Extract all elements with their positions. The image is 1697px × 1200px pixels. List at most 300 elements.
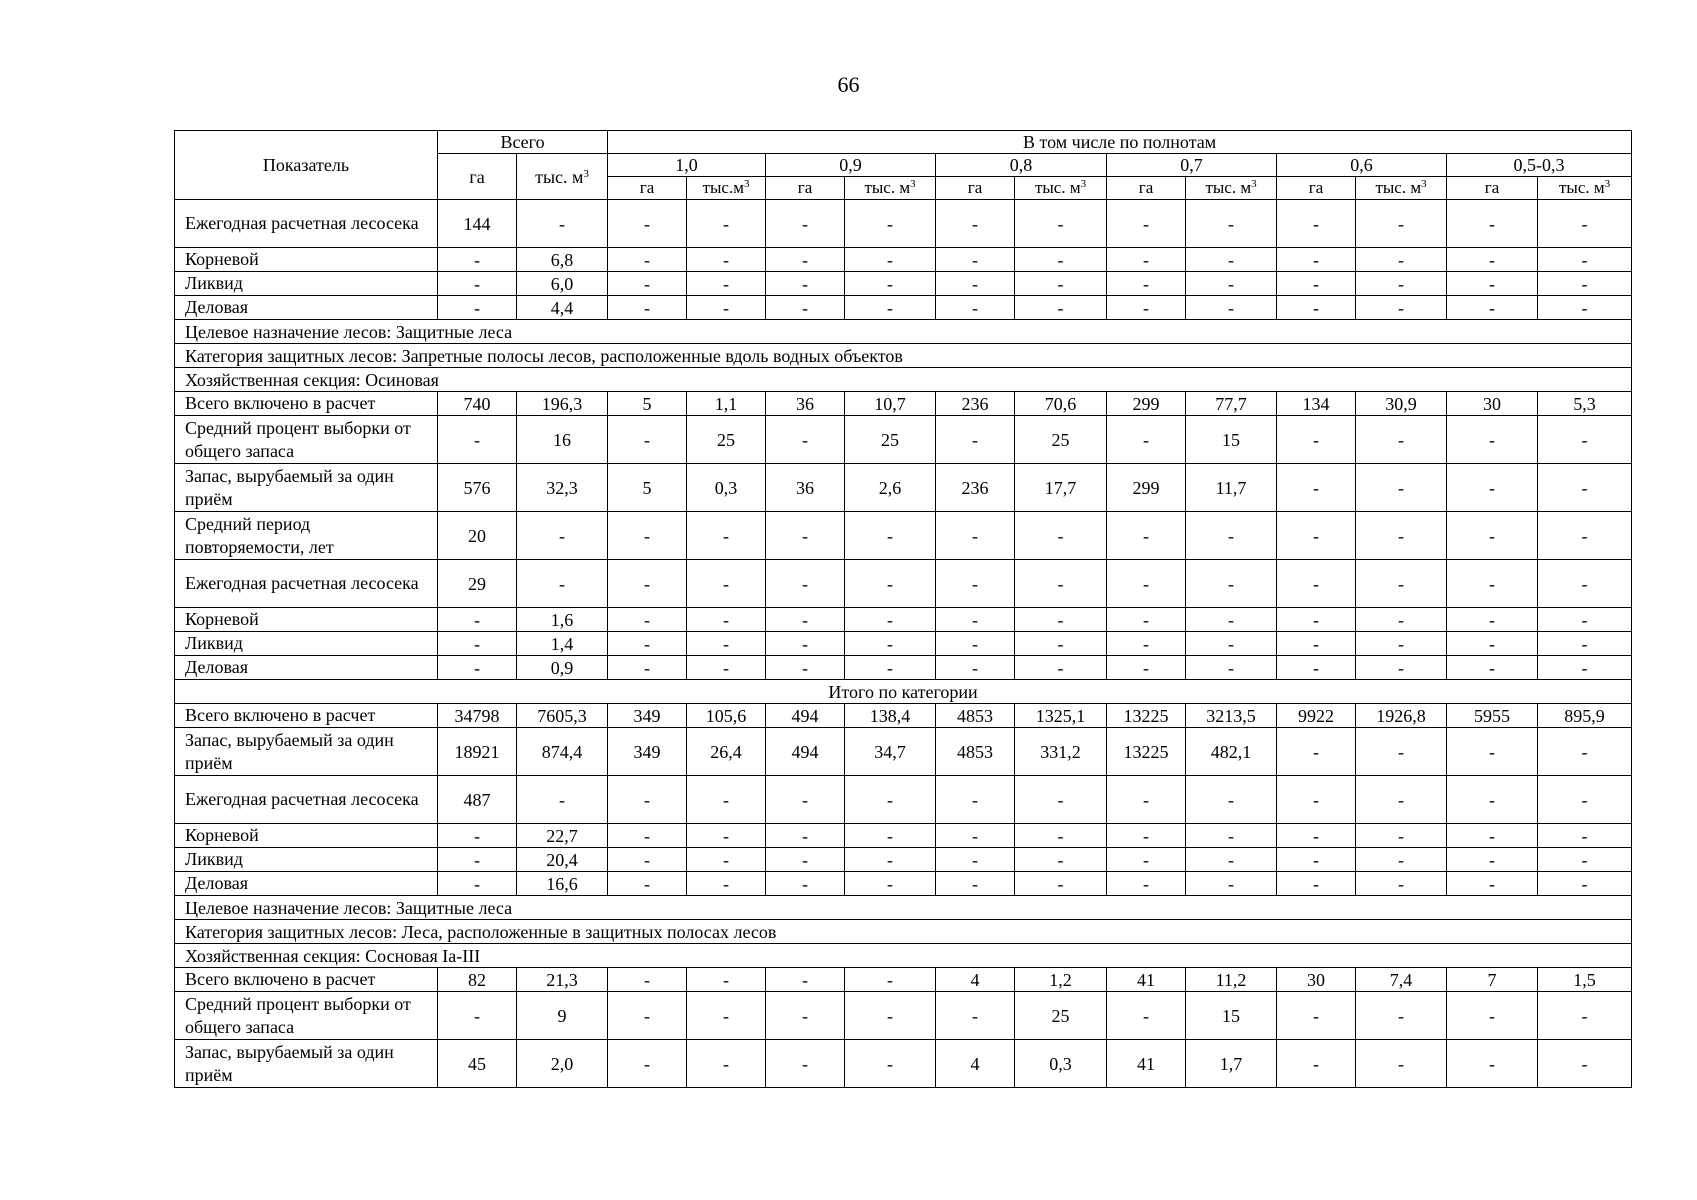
cell-value: 4853 [936, 728, 1015, 776]
cell-value: - [1015, 512, 1107, 560]
cell-value: - [1277, 512, 1356, 560]
cell-value: 41 [1107, 1040, 1186, 1088]
cell-value: - [687, 992, 766, 1040]
cell-value: - [1277, 728, 1356, 776]
cell-value: - [1186, 872, 1277, 896]
section-row [175, 344, 1632, 368]
cell-value: - [687, 1040, 766, 1088]
cell-value: - [1186, 272, 1277, 296]
cell-value: 13225 [1107, 704, 1186, 728]
cell-value: - [687, 608, 766, 632]
cell-value: - [608, 416, 687, 464]
cell-value: 482,1 [1186, 728, 1277, 776]
cell-value: - [845, 608, 936, 632]
row-label: Запас, вырубаемый за один приём [175, 464, 438, 512]
cell-value: - [936, 560, 1015, 608]
row-label: Ежегодная расчетная лесосека [175, 560, 438, 608]
cell-value: - [1356, 1040, 1447, 1088]
cell-value: - [1356, 728, 1447, 776]
cell-value: - [845, 776, 936, 824]
cell-value: - [1107, 872, 1186, 896]
header-density: 0,9 [766, 154, 936, 177]
cell-value: - [766, 872, 845, 896]
cell-value: 1,5 [1538, 968, 1632, 992]
table-row [175, 968, 1632, 992]
cell-value: 494 [766, 704, 845, 728]
cell-value: - [687, 968, 766, 992]
cell-value: - [766, 416, 845, 464]
cell-value: - [608, 248, 687, 272]
cell-value: - [1186, 776, 1277, 824]
cell-value: - [766, 512, 845, 560]
row-label: Ежегодная расчетная лесосека [175, 200, 438, 248]
cell-value: 13225 [1107, 728, 1186, 776]
cell-value: - [1356, 272, 1447, 296]
cell-value: - [1015, 872, 1107, 896]
section-row [175, 368, 1632, 392]
table-row [175, 848, 1632, 872]
cell-value: - [608, 824, 687, 848]
cell-value: - [1447, 608, 1538, 632]
cell-value: - [1015, 632, 1107, 656]
cell-value: - [687, 560, 766, 608]
cell-value: - [1015, 296, 1107, 320]
cell-value: - [1186, 608, 1277, 632]
cell-value: 196,3 [517, 392, 608, 416]
cell-value: - [936, 824, 1015, 848]
cell-value: - [936, 656, 1015, 680]
cell-value: - [1015, 656, 1107, 680]
cell-value: - [1277, 200, 1356, 248]
cell-value: - [608, 776, 687, 824]
cell-value: - [1447, 632, 1538, 656]
cell-value: - [608, 200, 687, 248]
cell-value: - [1107, 560, 1186, 608]
section-row [175, 896, 1632, 920]
cell-value: 20 [438, 512, 517, 560]
cell-value: - [766, 200, 845, 248]
cell-value: - [766, 560, 845, 608]
table-row [175, 512, 1632, 560]
cell-value: - [517, 560, 608, 608]
cell-value: 18921 [438, 728, 517, 776]
cell-value: 0,3 [1015, 1040, 1107, 1088]
cell-value: - [1538, 848, 1632, 872]
cell-value: - [936, 992, 1015, 1040]
cell-value: - [1186, 824, 1277, 848]
row-label: Корневой [175, 248, 438, 272]
row-label: Запас, вырубаемый за один приём [175, 728, 438, 776]
cell-value: - [1186, 656, 1277, 680]
cell-value: 16,6 [517, 872, 608, 896]
cell-value: - [766, 776, 845, 824]
header-density: 0,5-0,3 [1447, 154, 1632, 177]
cell-value: - [1277, 824, 1356, 848]
cell-value: 494 [766, 728, 845, 776]
table-row [175, 872, 1632, 896]
cell-value: - [438, 872, 517, 896]
cell-value: - [1538, 560, 1632, 608]
cell-value: - [438, 632, 517, 656]
cell-value: - [1277, 608, 1356, 632]
cell-value: - [1107, 608, 1186, 632]
cell-value: - [1015, 824, 1107, 848]
cell-value: 5955 [1447, 704, 1538, 728]
cell-value: - [1447, 872, 1538, 896]
cell-value: 1325,1 [1015, 704, 1107, 728]
cell-value: - [1538, 872, 1632, 896]
cell-value: - [687, 296, 766, 320]
cell-value: - [1107, 296, 1186, 320]
cell-value: - [936, 848, 1015, 872]
page-number: 66 [837, 72, 860, 97]
cell-value: - [1356, 560, 1447, 608]
cell-value: - [1538, 248, 1632, 272]
header-ha: га [1107, 177, 1186, 200]
cell-value: - [845, 512, 936, 560]
cell-value: 6,8 [517, 248, 608, 272]
cell-value: - [687, 824, 766, 848]
cell-value: - [1447, 824, 1538, 848]
cell-value: - [1107, 416, 1186, 464]
row-label: Деловая [175, 656, 438, 680]
cell-value: - [1107, 200, 1186, 248]
cell-value: - [1356, 872, 1447, 896]
cell-value: - [845, 296, 936, 320]
cell-value: - [1277, 632, 1356, 656]
cell-value: - [1015, 848, 1107, 872]
cell-value: 3213,5 [1186, 704, 1277, 728]
cell-value: - [687, 248, 766, 272]
cell-value: - [1277, 464, 1356, 512]
table-row [175, 608, 1632, 632]
cell-value: - [766, 248, 845, 272]
cell-value: - [608, 272, 687, 296]
cell-value: - [936, 200, 1015, 248]
cell-value: - [608, 872, 687, 896]
cell-value: - [936, 632, 1015, 656]
row-label: Средний период повторяемости, лет [175, 512, 438, 560]
row-label: Средний процент выборки от общего запаса [175, 416, 438, 464]
header-volume: тыс. $м^3$ [1356, 177, 1447, 200]
cell-value: - [1447, 416, 1538, 464]
cell-value: - [845, 1040, 936, 1088]
cell-value: - [1447, 992, 1538, 1040]
cell-value: 26,4 [687, 728, 766, 776]
cell-value: - [845, 656, 936, 680]
cell-value: - [1447, 848, 1538, 872]
forest-harvest-table [174, 130, 1632, 1088]
cell-value: - [438, 272, 517, 296]
header-density: 1,0 [608, 154, 766, 177]
cell-value: - [517, 200, 608, 248]
cell-value: - [1277, 272, 1356, 296]
cell-value: - [1447, 272, 1538, 296]
cell-value: 25 [1015, 992, 1107, 1040]
row-label: Средний процент выборки от общего запаса [175, 992, 438, 1040]
table-row [175, 656, 1632, 680]
cell-value: 30 [1277, 968, 1356, 992]
cell-value: - [1186, 512, 1277, 560]
cell-value: - [608, 296, 687, 320]
cell-value: 236 [936, 392, 1015, 416]
cell-value: 349 [608, 704, 687, 728]
cell-value: - [845, 824, 936, 848]
section-row [175, 920, 1632, 944]
cell-value: - [517, 512, 608, 560]
row-label: Корневой [175, 608, 438, 632]
cell-value: - [1538, 608, 1632, 632]
cell-value: 331,2 [1015, 728, 1107, 776]
cell-value: 82 [438, 968, 517, 992]
cell-value: - [608, 608, 687, 632]
cell-value: - [766, 296, 845, 320]
cell-value: - [845, 848, 936, 872]
row-label: Ликвид [175, 272, 438, 296]
table-row [175, 560, 1632, 608]
cell-value: 5 [608, 392, 687, 416]
cell-value: - [936, 776, 1015, 824]
header-ha: га [608, 177, 687, 200]
table-row [175, 776, 1632, 824]
cell-value: 25 [845, 416, 936, 464]
cell-value: - [1277, 872, 1356, 896]
table-row [175, 632, 1632, 656]
cell-value: - [608, 656, 687, 680]
section-row [175, 944, 1632, 968]
cell-value: 70,6 [1015, 392, 1107, 416]
cell-value: - [1447, 656, 1538, 680]
total-title: Итого по категории [175, 680, 1632, 704]
cell-value: 5,3 [1538, 392, 1632, 416]
cell-value: 874,4 [517, 728, 608, 776]
cell-value: - [1356, 992, 1447, 1040]
cell-value: - [1015, 608, 1107, 632]
header-by-density: В том числе по полнотам [608, 131, 1632, 154]
cell-value: 134 [1277, 392, 1356, 416]
cell-value: 22,7 [517, 824, 608, 848]
table-row [175, 728, 1632, 776]
table-row [175, 200, 1632, 248]
cell-value: - [1538, 512, 1632, 560]
cell-value: - [438, 416, 517, 464]
cell-value: - [766, 272, 845, 296]
cell-value: - [1277, 248, 1356, 272]
cell-value: - [1277, 296, 1356, 320]
cell-value: - [845, 200, 936, 248]
cell-value: - [1107, 272, 1186, 296]
cell-value: - [687, 848, 766, 872]
header-volume: $тыс.м^3$ [687, 177, 766, 200]
cell-value: 7 [1447, 968, 1538, 992]
cell-value: - [1186, 560, 1277, 608]
cell-value: - [1356, 464, 1447, 512]
header-total-ha: га [438, 154, 517, 200]
cell-value: 1,1 [687, 392, 766, 416]
cell-value: 144 [438, 200, 517, 248]
cell-value: 10,7 [845, 392, 936, 416]
table-row [175, 392, 1632, 416]
section-row [175, 320, 1632, 344]
cell-value: 11,7 [1186, 464, 1277, 512]
header-volume: тыс. $м^3$ [845, 177, 936, 200]
row-label: Всего включено в расчет [175, 392, 438, 416]
header-indicator: Показатель [175, 131, 438, 200]
table-row [175, 824, 1632, 848]
header-total-volume: тыс. $м^3$ [517, 154, 608, 200]
cell-value: - [1015, 776, 1107, 824]
cell-value: - [845, 560, 936, 608]
cell-value: 15 [1186, 992, 1277, 1040]
section-title: Целевое назначение лесов: Защитные леса [175, 320, 1632, 344]
cell-value: - [1186, 248, 1277, 272]
cell-value: - [687, 512, 766, 560]
cell-value: - [608, 848, 687, 872]
table-row [175, 992, 1632, 1040]
cell-value: - [766, 968, 845, 992]
cell-value: 34798 [438, 704, 517, 728]
cell-value: - [1107, 248, 1186, 272]
cell-value: - [438, 992, 517, 1040]
row-label: Ежегодная расчетная лесосека [175, 776, 438, 824]
cell-value: - [687, 200, 766, 248]
cell-value: - [1015, 248, 1107, 272]
cell-value: - [687, 872, 766, 896]
cell-value: 25 [687, 416, 766, 464]
cell-value: 7,4 [1356, 968, 1447, 992]
cell-value: - [1277, 416, 1356, 464]
cell-value: 20,4 [517, 848, 608, 872]
cell-value: 1,7 [1186, 1040, 1277, 1088]
row-label: Ликвид [175, 632, 438, 656]
cell-value: 9922 [1277, 704, 1356, 728]
cell-value: 16 [517, 416, 608, 464]
cell-value: 4 [936, 1040, 1015, 1088]
cell-value: - [1538, 200, 1632, 248]
cell-value: - [1538, 296, 1632, 320]
cell-value: - [1356, 632, 1447, 656]
cell-value: 895,9 [1538, 704, 1632, 728]
row-label: Корневой [175, 824, 438, 848]
header-ha: га [1447, 177, 1538, 200]
row-label: Ликвид [175, 848, 438, 872]
section-title: Целевое назначение лесов: Защитные леса [175, 896, 1632, 920]
cell-value: - [1447, 560, 1538, 608]
cell-value: 299 [1107, 464, 1186, 512]
table-row [175, 416, 1632, 464]
table-row [175, 704, 1632, 728]
cell-value: - [1015, 200, 1107, 248]
cell-value: - [1538, 728, 1632, 776]
cell-value: - [608, 1040, 687, 1088]
cell-value: - [687, 272, 766, 296]
table-header [175, 131, 1632, 200]
cell-value: - [766, 824, 845, 848]
cell-value: - [1015, 560, 1107, 608]
header-volume: тыс. $м^3$ [1538, 177, 1632, 200]
cell-value: - [936, 248, 1015, 272]
cell-value: - [1538, 464, 1632, 512]
cell-value: 4 [936, 968, 1015, 992]
cell-value: - [936, 608, 1015, 632]
cell-value: - [1356, 656, 1447, 680]
cell-value: - [1447, 512, 1538, 560]
cell-value: 1926,8 [1356, 704, 1447, 728]
cell-value: 0,9 [517, 656, 608, 680]
cell-value: - [687, 632, 766, 656]
cell-value: - [1277, 992, 1356, 1040]
table-row [175, 296, 1632, 320]
cell-value: - [936, 416, 1015, 464]
cell-value: - [1015, 272, 1107, 296]
cell-value: 6,0 [517, 272, 608, 296]
cell-value: - [438, 848, 517, 872]
cell-value: - [1538, 824, 1632, 848]
cell-value: - [1356, 512, 1447, 560]
cell-value: - [1538, 632, 1632, 656]
header-density: 0,7 [1107, 154, 1277, 177]
cell-value: - [845, 248, 936, 272]
header-ha: га [936, 177, 1015, 200]
cell-value: - [1107, 656, 1186, 680]
cell-value: - [1538, 1040, 1632, 1088]
cell-value: 1,2 [1015, 968, 1107, 992]
cell-value: - [1538, 272, 1632, 296]
cell-value: - [1277, 776, 1356, 824]
cell-value: 576 [438, 464, 517, 512]
total-row [175, 680, 1632, 704]
section-title: Хозяйственная секция: Сосновая Ia-III [175, 944, 1632, 968]
table-row [175, 1040, 1632, 1088]
section-title: Категория защитных лесов: Леса, расположенные в защитных полосах лесов [175, 920, 1632, 944]
cell-value: - [845, 632, 936, 656]
cell-value: - [1356, 248, 1447, 272]
cell-value: 299 [1107, 392, 1186, 416]
cell-value: - [766, 632, 845, 656]
cell-value: 29 [438, 560, 517, 608]
cell-value: - [687, 776, 766, 824]
cell-value: - [1277, 656, 1356, 680]
cell-value: 349 [608, 728, 687, 776]
cell-value: - [766, 656, 845, 680]
cell-value: - [1447, 728, 1538, 776]
header-density: 0,8 [936, 154, 1107, 177]
cell-value: - [608, 992, 687, 1040]
cell-value: - [1107, 824, 1186, 848]
cell-value: - [608, 968, 687, 992]
cell-value: - [845, 968, 936, 992]
cell-value: 15 [1186, 416, 1277, 464]
cell-value: - [1447, 1040, 1538, 1088]
cell-value: - [1447, 296, 1538, 320]
table-row [175, 464, 1632, 512]
section-title: Хозяйственная секция: Осиновая [175, 368, 1632, 392]
cell-value: - [766, 992, 845, 1040]
cell-value: - [608, 560, 687, 608]
header-total: Всего [438, 131, 608, 154]
cell-value: - [438, 248, 517, 272]
cell-value: - [766, 608, 845, 632]
cell-value: - [1356, 416, 1447, 464]
cell-value: 34,7 [845, 728, 936, 776]
cell-value: - [845, 272, 936, 296]
cell-value: - [1356, 608, 1447, 632]
cell-value: - [438, 824, 517, 848]
cell-value: - [1186, 200, 1277, 248]
cell-value: 11,2 [1186, 968, 1277, 992]
cell-value: 1,6 [517, 608, 608, 632]
cell-value: - [1538, 776, 1632, 824]
